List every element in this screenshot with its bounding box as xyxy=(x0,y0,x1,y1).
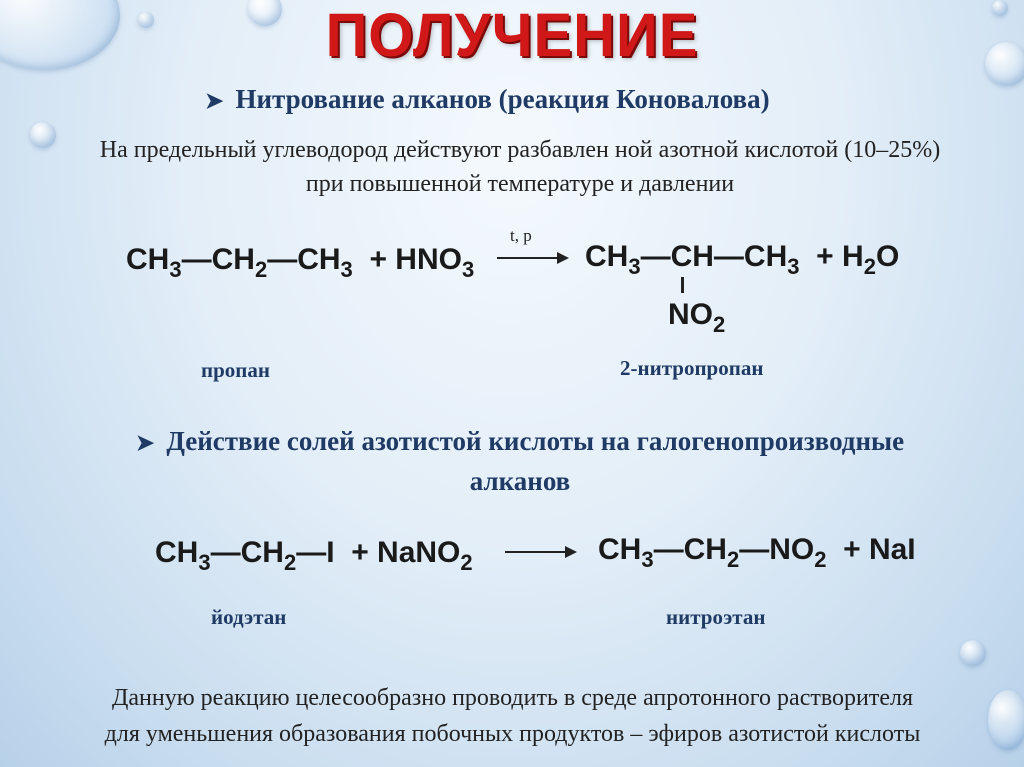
chevron-right-icon: ➤ xyxy=(205,88,224,113)
reaction2-arrow xyxy=(505,551,575,553)
reaction1-reactants: $CH_3—CH_2—CH_3 + HNO_3$ xyxy=(126,243,475,282)
section2-heading xyxy=(90,422,950,500)
section1-heading xyxy=(205,84,770,115)
section1-heading-text: Нитрование алканов (реакция Коновалова) xyxy=(235,84,770,114)
section1-description xyxy=(40,133,1000,201)
chevron-right-icon: ➤ xyxy=(135,430,155,455)
reaction1-condition: t, p xyxy=(510,226,532,245)
reaction1-branch-bond xyxy=(681,277,684,293)
reaction2-products: $CH_3—CH_2—NO_2$ + NaI xyxy=(598,533,916,572)
slide-title: ПОЛУЧЕНИЕ xyxy=(325,1,699,70)
section2-heading-line1: Действие солей азотистой кислоты на галогенопроизводные xyxy=(166,426,905,456)
decorative-bubble xyxy=(960,640,986,666)
label-nitroethane: нитроэтан xyxy=(666,605,766,629)
footer-line1: Данную реакцию целесообразно проводить в среде апротонного растворителя xyxy=(112,685,913,711)
reaction1-arrow xyxy=(497,257,567,259)
label-iodoethane: йодэтан xyxy=(211,605,287,629)
label-2-nitropropane: 2-нитропропан xyxy=(620,356,764,380)
footer-note xyxy=(30,680,995,752)
section1-text-line1: На предельный углеводород действуют разбавлен ной азотной кислотой (10–25%) xyxy=(99,137,941,163)
footer-line2: для уменьшения образования побочных продуктов – эфиров азотистой кислоты xyxy=(104,721,921,747)
reaction1-product: $CH_3—CH—CH_3 + H_2O$ xyxy=(585,240,900,279)
section2-heading-line2: алканов xyxy=(469,466,571,496)
label-propane: пропан xyxy=(201,358,270,382)
reaction1-branch: $NO_2$ xyxy=(668,298,726,337)
reaction2-reactants: $CH_3—CH_2—I$ + NaNO$_2$ xyxy=(155,536,473,575)
section1-text-line2: при повышенной температуре и давлении xyxy=(305,171,735,197)
